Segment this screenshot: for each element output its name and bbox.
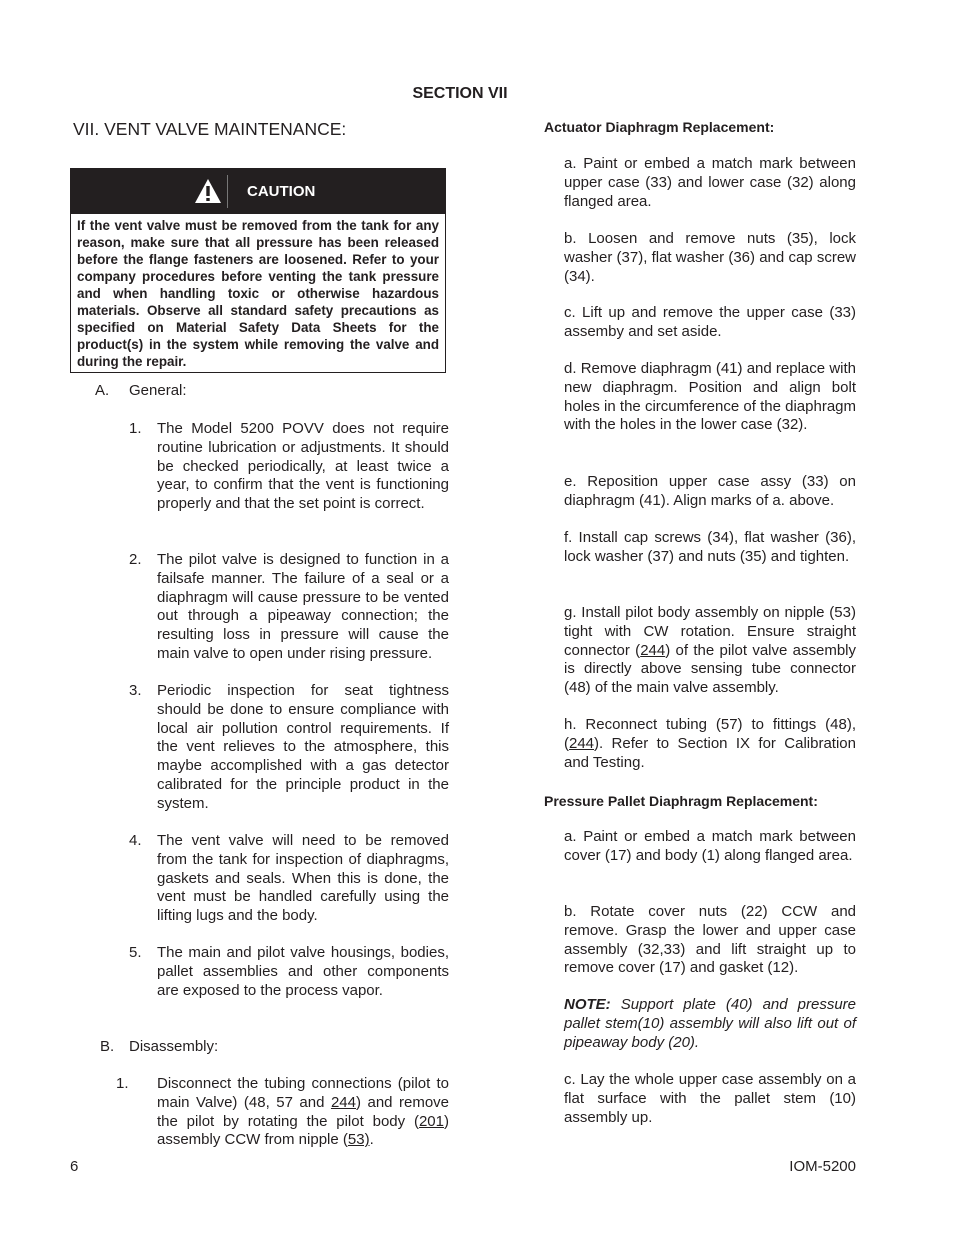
- section-title: SECTION VII: [412, 85, 508, 102]
- actuator-step-h: h. Reconnect tubing (57) to fittings (48),(244). Refer to Section IX for Calibration and Testing.: [564, 716, 856, 771]
- actuator-step-c: c. Lift up and remove the upper case (33) assemby and set aside.: [564, 304, 856, 340]
- caution-label: CAUTION: [247, 183, 316, 200]
- pallet-step-a: a. Paint or embed a match mark between cover (17) and body (1) along flanged area.: [564, 828, 856, 864]
- part-ref: 53): [347, 1131, 370, 1149]
- document-id: IOM-5200: [789, 1158, 856, 1175]
- section-a-title: General:: [129, 382, 187, 399]
- item-number: 4.: [129, 832, 142, 849]
- item-number: 2.: [129, 551, 142, 568]
- actuator-step-f: f. Install cap screws (34), flat washer (36), lock washer (37) and nuts (35) and tighten.: [564, 529, 856, 565]
- item-number: 3.: [129, 682, 142, 699]
- part-ref: 244: [569, 734, 595, 752]
- actuator-step-b: b. Loosen and remove nuts (35), lock washer (37), flat washer (36) and cap screw (34).: [564, 230, 856, 285]
- actuator-step-g: g. Install pilot body assembly on nipple (53) tight with CW rotation. Ensure straight connector (244) of the pilot valve assembly is directly above sensing tube connector (48) of the main valve assembly.: [564, 604, 856, 697]
- part-ref: 244: [330, 1093, 356, 1111]
- general-item-5: The main and pilot valve housings, bodies, pallet assemblies and other components are exposed to the process vapor.: [157, 944, 449, 999]
- divider: [227, 175, 228, 208]
- item-number: 5.: [129, 944, 142, 961]
- warning-triangle-icon: [194, 178, 222, 204]
- page-number: 6: [70, 1158, 79, 1175]
- item-number: 1.: [129, 420, 142, 437]
- section-b-label: B.: [100, 1038, 115, 1055]
- disassembly-item-1: Disconnect the tubing connections (pilot to main Valve) (48, 57 and 244) and remove the pilot by rotating the pilot body (201) assembly CCW from nipple (53).: [157, 1075, 450, 1149]
- pallet-note: NOTE: Support plate (40) and pressure pallet stem(10) assembly will also lift out of pipeaway body (20).: [564, 996, 856, 1051]
- actuator-heading: Actuator Diaphragm Replacement:: [544, 119, 775, 135]
- page-heading: VII. VENT VALVE MAINTENANCE:: [73, 119, 347, 139]
- item-number: 1.: [116, 1075, 129, 1092]
- actuator-step-d: d. Remove diaphragm (41) and replace with new diaphragm. Position and align bolt holes in the circumference of the diaphragm with the holes in the lower case (32).: [564, 360, 856, 434]
- pallet-heading: Pressure Pallet Diaphragm Replacement:: [544, 793, 818, 809]
- general-item-2: The pilot valve is designed to function in a failsafe manner. The failure of a seal or a diaphragm will cause pressure to be vented out through a pipeaway connection; the resulting loss in pressure will cause the main valve to open under rising pressure.: [157, 551, 449, 662]
- pallet-step-b: b. Rotate cover nuts (22) CCW and remove. Grasp the lower and upper case assembly (32,33) and lift straight up to remove cover (17) and gasket (12).: [564, 903, 856, 977]
- section-a-label: A.: [95, 382, 110, 399]
- general-item-3: Periodic inspection for seat tightness should be done to ensure compliance with local air pollution control requirements. If the vent relieves to the atmosphere, this maybe accomplished with a gas detector calibrated for the principle product in the system.: [157, 682, 449, 812]
- part-ref: 244: [640, 641, 666, 659]
- general-item-4: The vent valve will need to be removed from the tank for inspection of diaphragms, gaskets and seals. When this is done, the vent must be handled carefully using the lifting lugs and the body.: [157, 832, 449, 925]
- caution-box: [70, 168, 446, 373]
- general-item-1: The Model 5200 POVV does not require routine lubrication or adjustments. It should be checked periodically, at least twice a year, to confirm that the vent is functioning properly and that the set point is correct.: [157, 420, 449, 513]
- part-ref: 201: [418, 1112, 444, 1130]
- actuator-step-a: a. Paint or embed a match mark between upper case (33) and lower case (32) along flanged area.: [564, 155, 856, 210]
- caution-header: [71, 169, 445, 214]
- section-b-title: Disassembly:: [129, 1038, 219, 1055]
- actuator-step-e: e. Reposition upper case assy (33) on diaphragm (41). Align marks of a. above.: [564, 473, 856, 509]
- pallet-step-c: c. Lay the whole upper case assembly on a flat surface with the pallet stem (10) assembly up.: [564, 1071, 856, 1126]
- caution-text: If the vent valve must be removed from the tank for any reason, make sure that all pressure has been released before the flange fasteners are loosened. Refer to your company procedures before venting the tank pressure and when handling toxic or otherwise hazardous materials. Observe all standard safety precautions as specified on Material Safety Data Sheets for the product(s) in the system while removing the valve and during the repair.: [77, 218, 439, 369]
